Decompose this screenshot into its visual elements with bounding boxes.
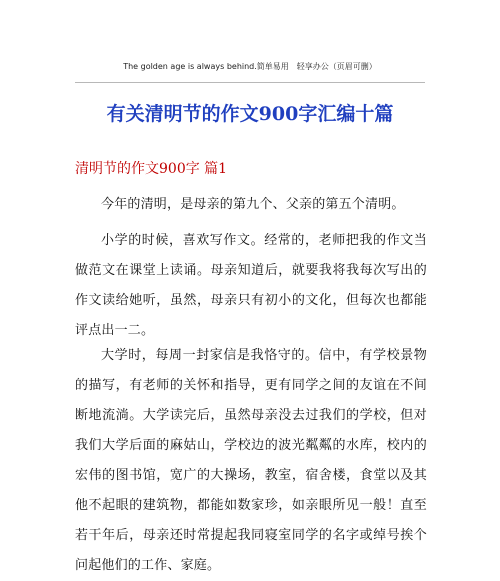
paragraph-2: 小学的时候，喜欢写作文。经常的，老师把我的作文当做范文在课堂上读诵。母亲知道后，就要我将我每次写出的作文读给她听，虽然，母亲只有初小的文化，但每次也都能评点出一二。	[75, 233, 427, 338]
document-title: 有关清明节的作文900字汇编十篇	[106, 103, 394, 125]
header-divider	[75, 82, 425, 83]
section-heading: 清明节的作文900字 篇1	[75, 161, 228, 177]
paragraph-3: 大学时，每周一封家信是我恪守的。信中，有学校景物的描写，有老师的关怀和指导，更有同学之间的友谊在不间断地流淌。大学读完后，虽然母亲没去过我们的学校，但对我们大学后面的麻姑山，学校边的波光粼粼的水库，校内的宏伟的图书馆，宽广的大操场，教室，宿舍楼，食堂以及其他不起眼的建筑物，都能如数家珍，如亲眼所见一般！直至若干年后，母亲还时常提起我同寝室同学的名字或绰号挨个问起他们的工作、家庭。	[75, 348, 427, 573]
page-header: The golden age is always behind.简单易用 轻享办公（页眉可删）	[123, 62, 377, 71]
paragraph-1: 今年的清明，是母亲的第九个、父亲的第五个清明。	[101, 197, 405, 212]
